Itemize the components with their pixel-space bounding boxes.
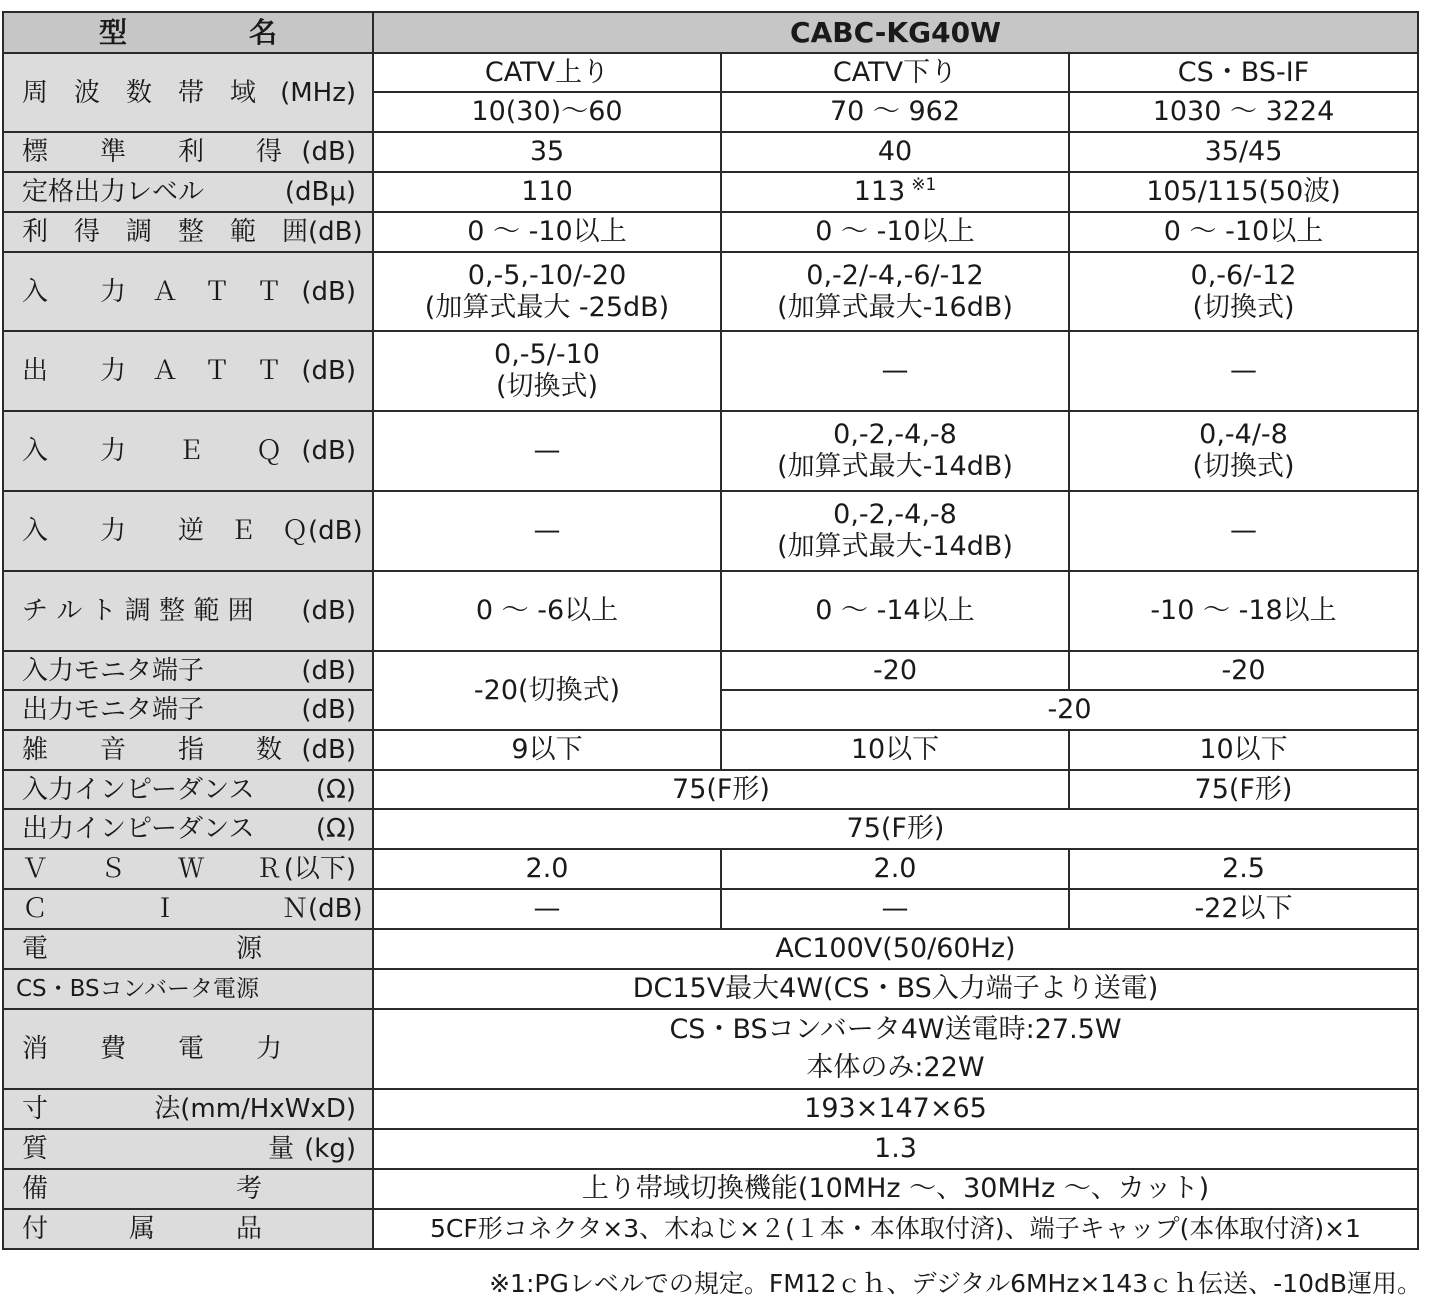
out-imp-value: 75(F形) xyxy=(373,809,1418,849)
output-level-label: 定格出力レベル xyxy=(22,177,205,207)
col-cs-bs-if: CS・BS-IF xyxy=(1069,53,1418,92)
vswr-value: 2.0 xyxy=(373,849,721,889)
in-imp-unit: (Ω) xyxy=(315,774,356,805)
gain-adj-value: 0 〜 -10以上 xyxy=(721,212,1069,252)
in-rev-eq-label: 入 力 逆 Ｅ Ｑ xyxy=(22,516,309,546)
mass-value: 1.3 xyxy=(373,1129,1418,1169)
in-att-unit: (dB) xyxy=(301,276,356,307)
accessories-row xyxy=(3,1209,1418,1249)
freq-value: 1030 〜 3224 xyxy=(1069,92,1418,132)
out-att-label: 出 力 Ａ Ｔ Ｔ xyxy=(22,356,283,386)
in-mon-label-cell xyxy=(3,651,373,690)
nf-label: 雑 音 指 数 xyxy=(22,735,283,765)
in-att-line: (加算式最大-16dB) xyxy=(777,291,1013,323)
in-att-label: 入 力 Ａ Ｔ Ｔ xyxy=(22,276,283,307)
in-imp-row xyxy=(3,770,1418,809)
gain-adj-label-cell xyxy=(3,212,373,252)
mon-value: -20(切換式) xyxy=(373,651,721,730)
out-imp-unit: (Ω) xyxy=(315,814,356,844)
freq-value: 70 〜 962 xyxy=(721,92,1069,132)
tilt-unit: (dB) xyxy=(301,596,356,626)
in-att-label-cell xyxy=(3,252,373,331)
accessories-label-a: 付 xyxy=(22,1214,49,1244)
gain-value: 35/45 xyxy=(1069,132,1418,172)
in-rev-eq-row xyxy=(3,491,1418,571)
gain-adj-unit: (dB) xyxy=(308,217,363,247)
output-level-unit: (dBμ) xyxy=(284,177,356,207)
in-rev-eq-value xyxy=(721,491,1069,571)
out-mon-label-cell xyxy=(3,690,373,730)
nf-label-cell xyxy=(3,730,373,770)
output-level-value: 110 xyxy=(373,172,721,212)
cin-label: Ｃ Ｉ Ｎ xyxy=(22,894,309,924)
gain-label: 標 準 利 得 xyxy=(22,137,283,167)
in-eq-value: — xyxy=(373,411,721,491)
freq-label-cell xyxy=(3,53,373,132)
mass-unit: (kg) xyxy=(304,1134,356,1164)
in-att-value xyxy=(721,252,1069,331)
conv-power-value: DC15V最大4W(CS・BS入力端子より送電) xyxy=(373,969,1418,1009)
in-rev-eq-line: (加算式最大-14dB) xyxy=(777,531,1013,562)
output-level-value-cell xyxy=(721,172,1069,212)
in-eq-line: (加算式最大-14dB) xyxy=(777,451,1013,482)
tilt-value: 0 〜 -6以上 xyxy=(373,571,721,651)
in-eq-line: 0,-4/-8 xyxy=(1199,419,1288,450)
out-att-value: — xyxy=(1069,331,1418,411)
gain-unit: (dB) xyxy=(301,137,356,167)
remarks-value: 上り帯域切換機能(10MHz 〜、30MHz 〜、カット) xyxy=(373,1169,1418,1209)
cin-value: — xyxy=(373,889,721,929)
in-mon-label: 入力モニタ端子 xyxy=(22,655,205,686)
out-att-label-cell xyxy=(3,331,373,411)
consumption-label: 消 費 電 力 xyxy=(3,1009,373,1089)
tilt-label: チ ル ト 調 整 範 囲 xyxy=(22,596,254,626)
power-row xyxy=(3,929,1418,969)
note-mark: ※1 xyxy=(911,175,937,195)
vswr-label: Ｖ Ｓ Ｗ Ｒ xyxy=(22,854,283,884)
output-level-value: 113 xyxy=(853,176,906,207)
cin-value: — xyxy=(721,889,1069,929)
consumption-value xyxy=(373,1009,1418,1089)
in-att-line: (加算式最大 -25dB) xyxy=(424,291,670,323)
nf-value: 10以下 xyxy=(721,730,1069,770)
out-att-value: — xyxy=(721,331,1069,411)
in-att-row xyxy=(3,252,1418,331)
conv-power-label: CS・BSコンバータ電源 xyxy=(3,969,373,1009)
in-eq-row xyxy=(3,411,1418,491)
tilt-label-cell xyxy=(3,571,373,651)
dims-label-b: 法 xyxy=(154,1094,181,1124)
remarks-label-b: 考 xyxy=(235,1174,262,1204)
freq-unit: (MHz) xyxy=(280,77,356,108)
accessories-label-cell xyxy=(3,1209,373,1249)
gain-adj-row xyxy=(3,212,1418,252)
gain-label-cell xyxy=(3,132,373,172)
model-name: CABC-KG40W xyxy=(373,12,1418,53)
remarks-row xyxy=(3,1169,1418,1209)
power-label-b: 源 xyxy=(235,934,262,964)
col-catv-down: CATV下り xyxy=(721,53,1069,92)
in-rev-eq-value: — xyxy=(373,491,721,571)
out-att-line: 0,-5/-10 xyxy=(494,339,600,370)
in-mon-unit: (dB) xyxy=(301,655,356,686)
dims-label-a: 寸 xyxy=(22,1094,49,1124)
gain-value: 35 xyxy=(373,132,721,172)
power-value: AC100V(50/60Hz) xyxy=(373,929,1418,969)
in-att-line: (切換式) xyxy=(1192,291,1295,323)
out-mon-unit: (dB) xyxy=(301,695,356,725)
vswr-value: 2.0 xyxy=(721,849,1069,889)
in-imp-label-cell xyxy=(3,770,373,809)
dims-unit: (mm/HxWxD) xyxy=(180,1094,356,1124)
in-rev-eq-label-cell xyxy=(3,491,373,571)
out-att-value xyxy=(373,331,721,411)
power-label-a: 電 xyxy=(22,934,49,964)
mass-label-b: 量 xyxy=(268,1134,295,1164)
vswr-unit: (以下) xyxy=(283,854,356,884)
header-label-cell xyxy=(3,12,373,53)
in-eq-label: 入 力 Ｅ Ｑ xyxy=(22,436,283,466)
out-imp-row xyxy=(3,809,1418,849)
header-label-2: 名 xyxy=(248,15,277,49)
cin-row xyxy=(3,889,1418,929)
cin-unit: (dB) xyxy=(308,894,363,924)
out-imp-label: 出力インピーダンス xyxy=(22,814,255,844)
col-catv-up: CATV上り xyxy=(373,53,721,92)
output-level-label-cell xyxy=(3,172,373,212)
power-label-cell xyxy=(3,929,373,969)
vswr-label-cell xyxy=(3,849,373,889)
out-att-row xyxy=(3,331,1418,411)
gain-adj-value: 0 〜 -10以上 xyxy=(1069,212,1418,252)
mass-label-cell xyxy=(3,1129,373,1169)
dims-label-cell xyxy=(3,1089,373,1129)
footnote: ※1:PGレベルでの規定。FM12ｃｈ、デジタル6MHz×143ｃｈ伝送、-10dB運用。 xyxy=(489,1269,1422,1298)
in-mon-value: -20 xyxy=(721,651,1069,690)
freq-value: 10(30)〜60 xyxy=(373,92,721,132)
in-eq-value xyxy=(721,411,1069,491)
tilt-row xyxy=(3,571,1418,651)
in-att-line: 0,-2/-4,-6/-12 xyxy=(806,259,984,291)
tilt-value: -10 〜 -18以上 xyxy=(1069,571,1418,651)
in-att-value xyxy=(373,252,721,331)
in-eq-label-cell xyxy=(3,411,373,491)
in-eq-unit: (dB) xyxy=(301,436,356,466)
in-mon-value: -20 xyxy=(1069,651,1418,690)
tilt-value: 0 〜 -14以上 xyxy=(721,571,1069,651)
gain-row xyxy=(3,132,1418,172)
consumption-row xyxy=(3,1009,1418,1089)
accessories-value: 5CF形コネクタ×3、木ねじ×２(１本・本体取付済)、端子キャップ(本体取付済)×1 xyxy=(373,1209,1418,1249)
nf-unit: (dB) xyxy=(301,735,356,765)
in-eq-value xyxy=(1069,411,1418,491)
accessories-label-b: 属 xyxy=(128,1214,155,1244)
gain-adj-label: 利 得 調 整 範 囲 xyxy=(22,217,309,247)
out-att-unit: (dB) xyxy=(301,356,356,386)
in-att-value xyxy=(1069,252,1418,331)
freq-header-row xyxy=(3,53,1418,92)
in-rev-eq-unit: (dB) xyxy=(308,516,363,546)
nf-value: 10以下 xyxy=(1069,730,1418,770)
dims-value: 193×147×65 xyxy=(373,1089,1418,1129)
consumption-line: CS・BSコンバータ4W送電時:27.5W xyxy=(669,1014,1122,1045)
conv-power-row xyxy=(3,969,1418,1009)
output-level-value: 105/115(50波) xyxy=(1069,172,1418,212)
in-rev-eq-value: — xyxy=(1069,491,1418,571)
accessories-label-c: 品 xyxy=(235,1214,262,1244)
remarks-label-a: 備 xyxy=(22,1174,49,1204)
in-imp-value: 75(F形) xyxy=(373,770,1069,809)
freq-label: 周 波 数 帯 域 xyxy=(22,77,257,108)
in-imp-value: 75(F形) xyxy=(1069,770,1418,809)
out-mon-label: 出力モニタ端子 xyxy=(22,695,205,725)
header-label-1: 型 xyxy=(99,15,128,49)
gain-adj-value: 0 〜 -10以上 xyxy=(373,212,721,252)
cin-value: -22以下 xyxy=(1069,889,1418,929)
in-eq-line: 0,-2,-4,-8 xyxy=(833,419,957,450)
consumption-line: 本体のみ:22W xyxy=(806,1052,985,1083)
out-imp-label-cell xyxy=(3,809,373,849)
in-att-line: 0,-5,-10/-20 xyxy=(467,259,627,291)
in-rev-eq-line: 0,-2,-4,-8 xyxy=(833,499,957,530)
nf-row xyxy=(3,730,1418,770)
out-mon-value: -20 xyxy=(721,690,1418,730)
in-imp-label: 入力インピーダンス xyxy=(22,774,255,805)
dims-row xyxy=(3,1089,1418,1129)
vswr-value: 2.5 xyxy=(1069,849,1418,889)
out-att-line: (切換式) xyxy=(495,371,599,402)
header-row xyxy=(3,12,1418,53)
remarks-label-cell xyxy=(3,1169,373,1209)
gain-value: 40 xyxy=(721,132,1069,172)
in-eq-line: (切換式) xyxy=(1192,451,1295,482)
in-att-line: 0,-6/-12 xyxy=(1190,259,1297,291)
in-mon-row xyxy=(3,651,1418,690)
mass-row xyxy=(3,1129,1418,1169)
nf-value: 9以下 xyxy=(373,730,721,770)
mass-label-a: 質 xyxy=(22,1134,49,1164)
spec-table xyxy=(2,11,1419,1250)
vswr-row xyxy=(3,849,1418,889)
output-level-row xyxy=(3,172,1418,212)
cin-label-cell xyxy=(3,889,373,929)
